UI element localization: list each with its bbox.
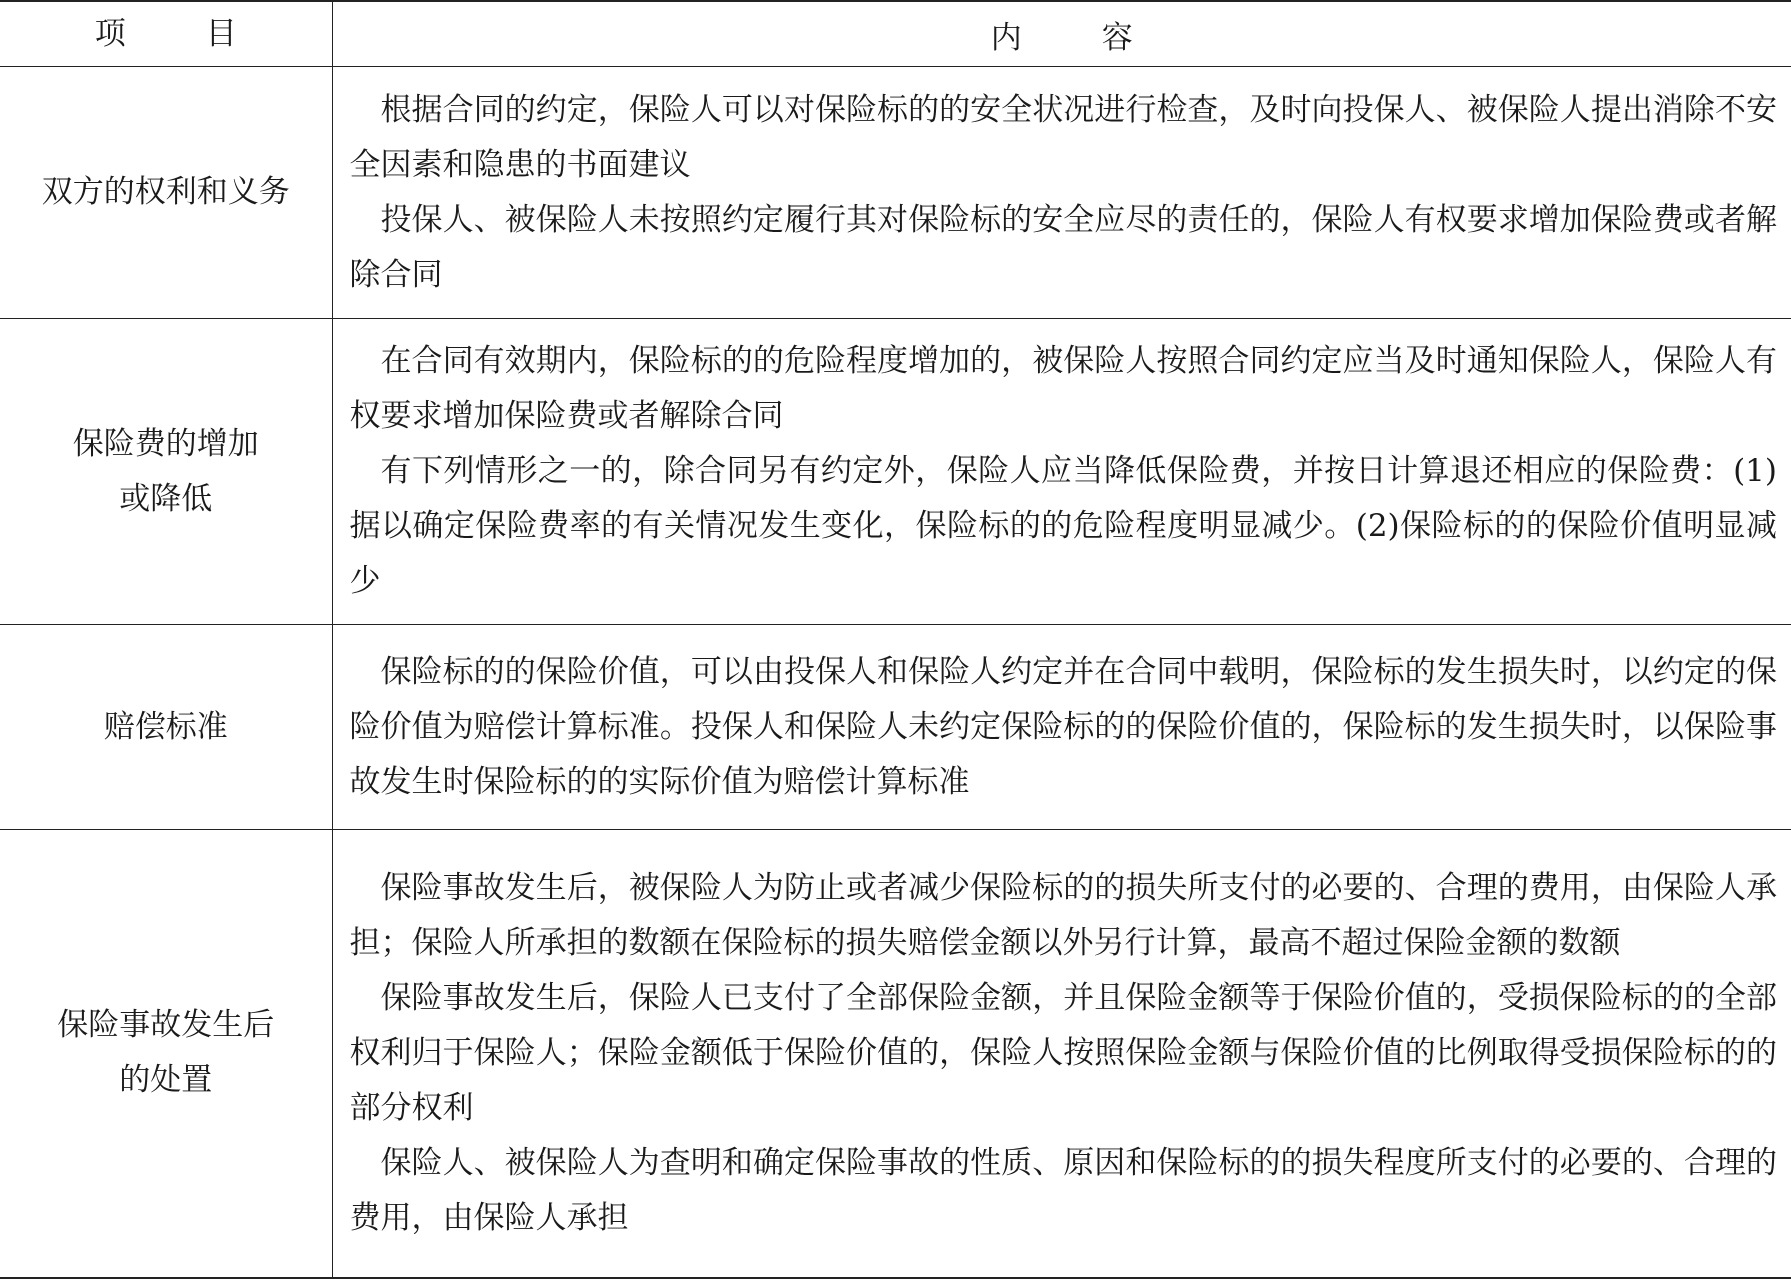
table-row	[0, 625, 1791, 830]
table-header-row	[0, 1, 1791, 67]
row-item-rights-obligations	[0, 67, 332, 319]
table-row	[0, 319, 1791, 625]
content-paragraph: 有下列情形之一的，除合同另有约定外，保险人应当降低保险费，并按日计算退还相应的保险费：(1)据以确定保险费率的有关情况发生变化，保险标的的危险程度明显减少。(2)保险标的的保险价值明显减少	[349, 453, 1777, 599]
row-content	[332, 319, 1791, 625]
content-paragraph: 根据合同的约定，保险人可以对保险标的的安全状况进行检查，及时向投保人、被保险人提出消除不安全因素和隐患的书面建议	[349, 91, 1777, 183]
content-paragraph: 保险标的的保险价值，可以由投保人和保险人约定并在合同中载明，保险标的发生损失时，以约定的保险价值为赔偿计算标准。投保人和保险人未约定保险标的的保险价值的，保险标的发生损失时，以保险事故发生时保险标的的实际价值为赔偿计算标准	[349, 653, 1777, 800]
header-item-char-1: 项	[94, 15, 126, 52]
item-line: 赔偿标准	[103, 708, 228, 745]
content-paragraph: 保险事故发生后，被保险人为防止或者减少保险标的的损失所支付的必要的、合理的费用，由保险人承担；保险人所承担的数额在保险标的损失赔偿金额以外另行计算，最高不超过保险金额的数额	[349, 869, 1777, 961]
row-item-premium-change	[0, 319, 332, 625]
row-content	[332, 625, 1791, 830]
item-line: 或降低	[119, 480, 213, 517]
item-line: 双方的权利和义务	[41, 174, 290, 210]
content-paragraph: 在合同有效期内，保险标的的危险程度增加的，被保险人按照合同约定应当及时通知保险人，保险人有权要求增加保险费或者解除合同	[349, 343, 1777, 434]
content-paragraph: 保险事故发生后，保险人已支付了全部保险金额，并且保险金额等于保险价值的，受损保险标的的全部权利归于保险人；保险金额低于保险价值的，保险人按照保险金额与保险价值的比例取得受损保险标的的部分权利	[349, 979, 1777, 1126]
header-item	[0, 1, 332, 67]
content-paragraph: 保险人、被保险人为查明和确定保险事故的性质、原因和保险标的的损失程度所支付的必要的、合理的费用，由保险人承担	[349, 1144, 1777, 1236]
header-item-char-2: 目	[205, 15, 237, 52]
header-content-char-1: 内	[990, 19, 1022, 56]
item-line: 保险事故发生后	[57, 1007, 275, 1044]
item-line: 保险费的增加	[72, 425, 259, 462]
content-paragraph: 投保人、被保险人未按照约定履行其对保险标的安全应尽的责任的，保险人有权要求增加保险费或者解除合同	[349, 201, 1777, 293]
table-row	[0, 67, 1791, 319]
row-item-compensation-standard	[0, 625, 332, 830]
item-line: 的处置	[119, 1062, 213, 1099]
header-content-char-2: 容	[1101, 19, 1133, 56]
row-content	[332, 67, 1791, 319]
row-content	[332, 830, 1791, 1278]
header-content	[332, 1, 1791, 67]
table-row	[0, 830, 1791, 1278]
row-item-post-accident-handling	[0, 830, 332, 1278]
